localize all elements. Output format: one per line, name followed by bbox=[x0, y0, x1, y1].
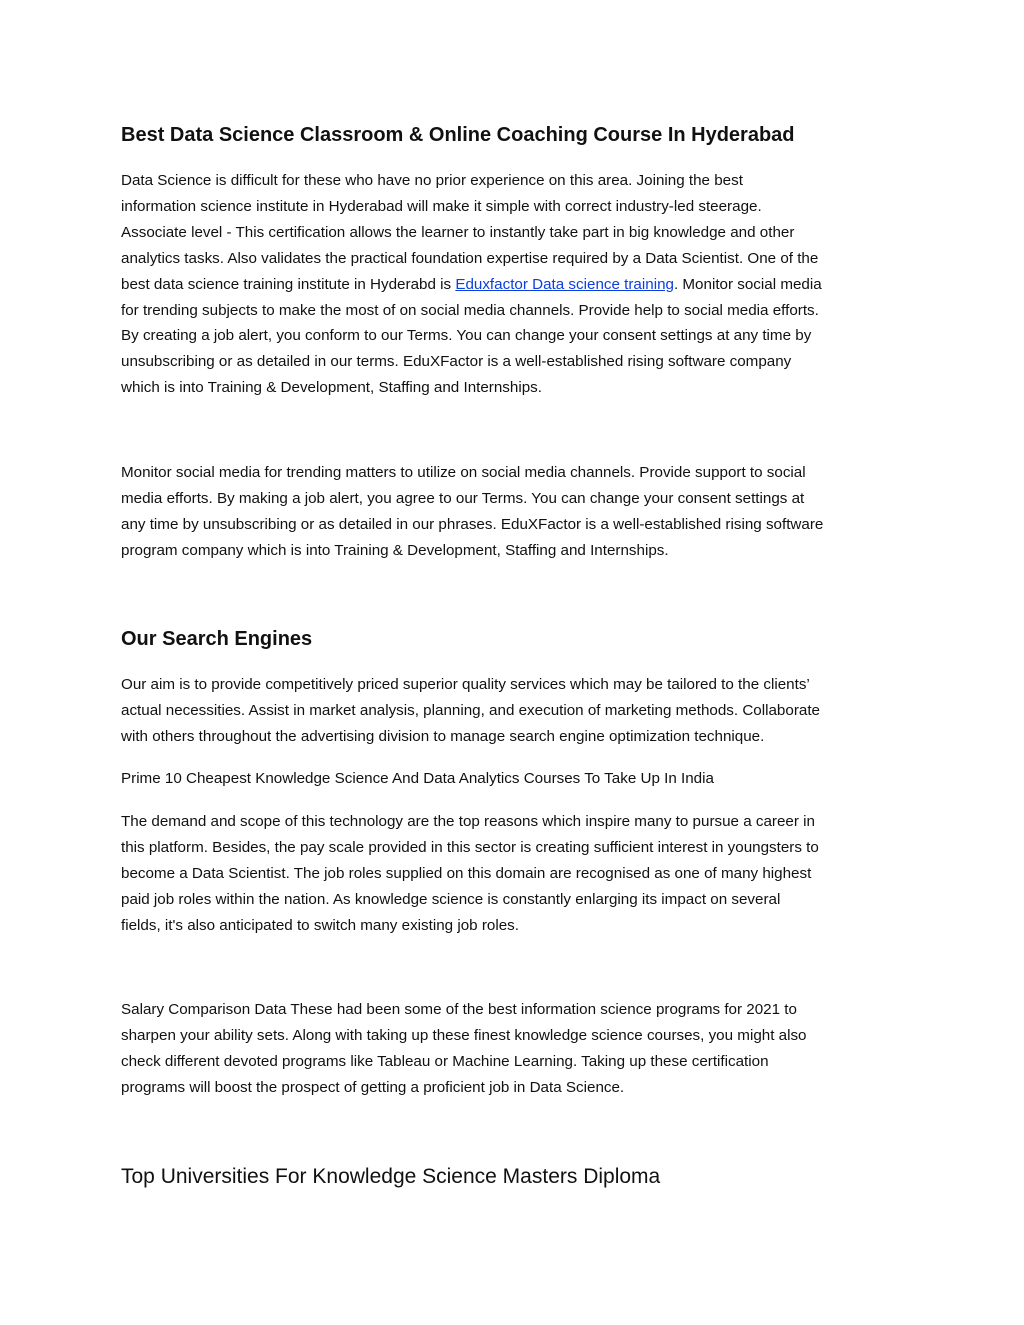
paragraph-salary bbox=[121, 997, 907, 1101]
paragraph-intro bbox=[121, 168, 907, 401]
intro-line: for trending subjects to make the most of on social media channels. Provide help to social media efforts. bbox=[121, 301, 819, 319]
paragraph-monitor bbox=[121, 460, 907, 564]
paragraph-line: fields, it's also anticipated to switch many existing job roles. bbox=[121, 916, 519, 934]
intro-line: By creating a job alert, you conform to our Terms. You can change your consent settings at any time by bbox=[121, 327, 812, 345]
paragraph-line: programs will boost the prospect of getting a proficient job in Data Science. bbox=[121, 1078, 625, 1096]
paragraph-line: any time by unsubscribing or as detailed in our phrases. EduXFactor is a well-established rising software bbox=[121, 515, 824, 533]
heading-search-engines: Our Search Engines bbox=[121, 628, 313, 650]
paragraph-line: The demand and scope of this technology are the top reasons which inspire many to pursue a career in bbox=[121, 813, 815, 830]
heading-universities: Top Universities For Knowledge Science Masters Diploma bbox=[121, 1165, 661, 1188]
paragraph-line: paid job roles within the nation. As knowledge science is constantly enlarging its impact on several bbox=[121, 890, 781, 908]
paragraph-line: check different devoted programs like Tableau or Machine Learning. Taking up these certification bbox=[121, 1052, 769, 1070]
heading-main: Best Data Science Classroom & Online Coaching Course In Hyderabad bbox=[121, 124, 795, 146]
intro-link-line bbox=[121, 272, 907, 298]
eduxfactor-training-link[interactable]: Eduxfactor Data science training bbox=[455, 275, 674, 293]
paragraph-line: Prime 10 Cheapest Knowledge Science And Data Analytics Courses To Take Up In India bbox=[121, 770, 714, 787]
intro-line: analytics tasks. Also validates the practical foundation expertise required by a Data Scientist. One of the bbox=[121, 249, 819, 267]
intro-line: information science institute in Hyderabad will make it simple with correct industry-led steerage. bbox=[121, 197, 762, 215]
paragraph-line: Our aim is to provide competitively priced superior quality services which may be tailored to the clients’ bbox=[121, 676, 810, 693]
paragraph-line: this platform. Besides, the pay scale provided in this sector is creating sufficient interest in youngsters to bbox=[121, 838, 819, 856]
intro-line: unsubscribing or as detailed in our terms. EduXFactor is a well-established rising software company bbox=[121, 353, 792, 371]
paragraph-line: sharpen your ability sets. Along with taking up these finest knowledge science courses, you might also bbox=[121, 1026, 807, 1044]
paragraph-line: Salary Comparison Data These had been some of the best information science programs for 2021 to bbox=[121, 1001, 797, 1018]
paragraph-line: with others throughout the advertising division to manage search engine optimization technique. bbox=[121, 727, 765, 745]
paragraph-line: become a Data Scientist. The job roles supplied on this domain are recognised as one of many highest bbox=[121, 864, 812, 882]
intro-link-line-after: . Monitor social media bbox=[673, 275, 822, 293]
paragraph-aim bbox=[121, 672, 907, 750]
intro-line: Associate level - This certification allows the learner to instantly take part in big knowledge and other bbox=[121, 223, 795, 241]
paragraph-line: Monitor social media for trending matters to utilize on social media channels. Provide support to social bbox=[121, 464, 806, 481]
paragraph-demand bbox=[121, 809, 907, 939]
paragraph-line: actual necessities. Assist in market analysis, planning, and execution of marketing methods. Collaborate bbox=[121, 701, 820, 719]
paragraph-line: media efforts. By making a job alert, you agree to our Terms. You can change your consent settings at bbox=[121, 489, 805, 507]
intro-link-line-before: best data science training institute in Hyderabd is bbox=[121, 275, 456, 293]
paragraph-prime-10 bbox=[121, 766, 907, 792]
paragraph-line: program company which is into Training & Development, Staffing and Internships. bbox=[121, 541, 669, 559]
intro-line: Data Science is difficult for these who have no prior experience on this area. Joining the best bbox=[121, 172, 743, 189]
intro-line: which is into Training & Development, Staffing and Internships. bbox=[121, 379, 542, 397]
